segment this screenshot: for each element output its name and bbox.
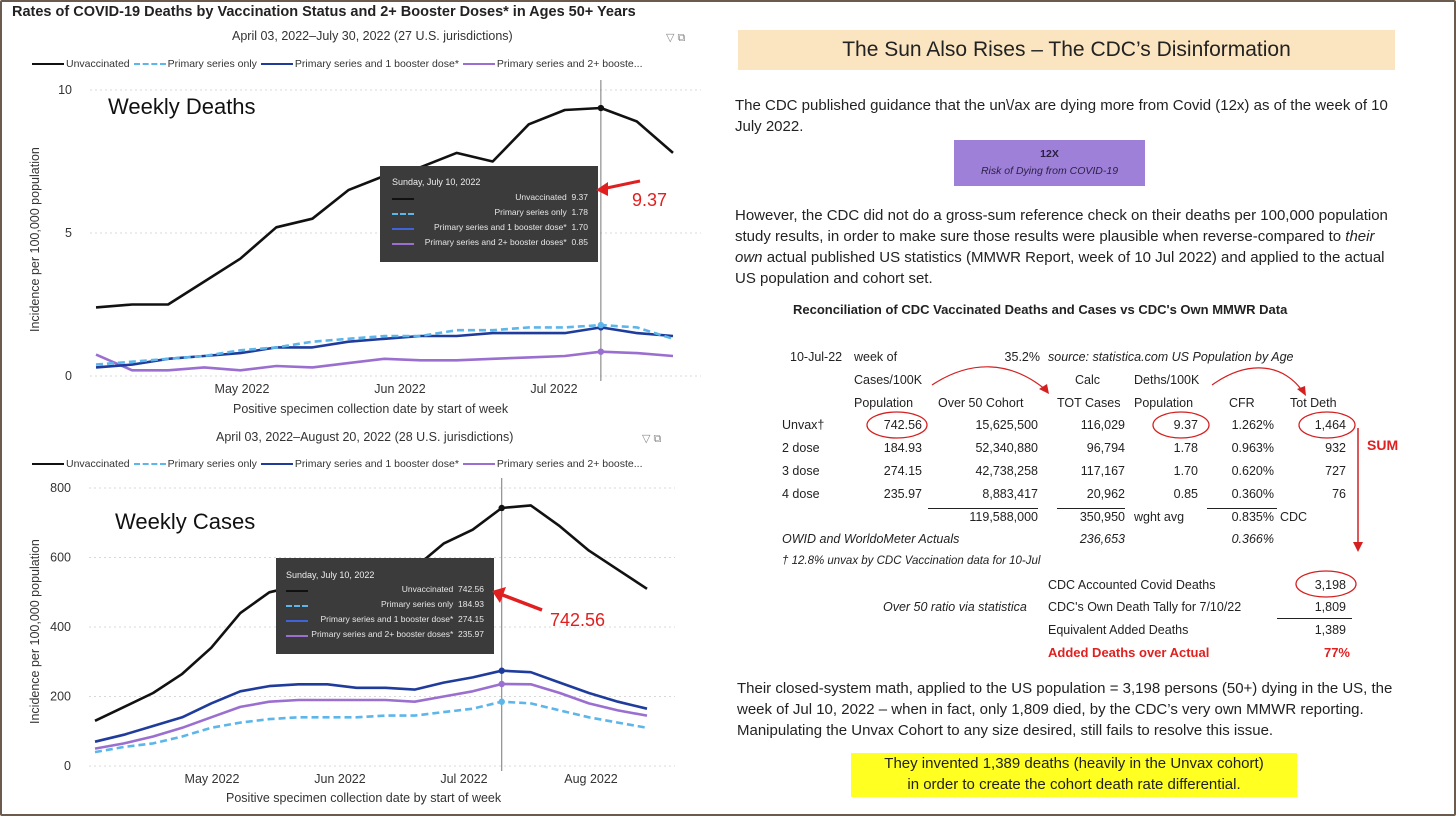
- risk-box: [954, 140, 1145, 186]
- tally-label: CDC's Own Death Tally for 7/10/22: [1048, 600, 1242, 614]
- accounted-value: 3,198: [1314, 578, 1346, 592]
- highlight-line-1: They invented 1,389 deaths (heavily in the Unvax cohort): [884, 755, 1264, 772]
- table-cell-cohort: 15,625,500: [975, 418, 1038, 432]
- y-tick-label: 0: [64, 759, 71, 773]
- header-population: Population: [854, 396, 914, 410]
- added-value: 77%: [1323, 645, 1350, 660]
- legend-swatch: [134, 63, 166, 65]
- tooltip-swatch: [392, 228, 414, 230]
- series-primary-only[interactable]: [95, 702, 647, 752]
- risk-caption: Risk of Dying from COVID-19: [980, 165, 1119, 177]
- tooltip-date: Sunday, July 10, 2022: [392, 177, 481, 187]
- chart2-callout-arrow: [490, 586, 546, 616]
- chart2-tooltip: [276, 558, 494, 654]
- legend-item-booster2[interactable]: Primary series and 2+ booste...: [463, 58, 643, 70]
- sum-rule: [1057, 508, 1125, 509]
- series-1-booster[interactable]: [96, 327, 673, 367]
- chart2-filter-icon[interactable]: ▽ ⧉: [642, 433, 662, 445]
- table-cell-label: 3 dose: [782, 464, 820, 478]
- tooltip-row: Unvaccinated 9.37: [515, 192, 588, 202]
- legend-swatch: [261, 463, 293, 465]
- table-cell-tot-cases: 117,167: [1080, 464, 1125, 478]
- table-cell-tot-cases: 116,029: [1080, 418, 1125, 432]
- x-tick-label: Jun 2022: [374, 382, 426, 396]
- tooltip-swatch: [392, 243, 414, 245]
- highlight-point: [598, 322, 604, 328]
- chart1-y-axis-label: Incidence per 100,000 population: [28, 147, 42, 332]
- legend-item-unvax[interactable]: Unvaccinated: [32, 58, 130, 70]
- risk-value: 12X: [1040, 148, 1059, 160]
- owid-cfr: 0.366%: [1231, 532, 1274, 546]
- table-date: 10-Jul-22: [790, 350, 843, 364]
- tooltip-swatch: [286, 635, 308, 637]
- tooltip-swatch: [286, 620, 308, 622]
- header-cases: Cases/100K: [854, 373, 923, 387]
- series-2-booster[interactable]: [96, 352, 673, 371]
- legend-swatch: [463, 63, 495, 65]
- chart1-callout-value: 9.37: [632, 190, 668, 210]
- y-tick-label: 0: [65, 369, 72, 383]
- y-tick-label: 5: [65, 226, 72, 240]
- x-tick-label: Jul 2022: [530, 382, 578, 396]
- table-cell-tot-deaths: 932: [1325, 441, 1346, 455]
- legend-item-booster1[interactable]: Primary series and 1 booster dose*: [261, 458, 459, 470]
- tooltip-date: Sunday, July 10, 2022: [286, 570, 375, 580]
- tooltip-row: Primary series and 2+ booster doses* 0.85: [424, 237, 588, 247]
- chart2-subtitle: April 03, 2022–August 20, 2022 (28 U.S. jurisdictions): [216, 430, 514, 444]
- y-tick-label: 400: [50, 620, 71, 634]
- table-cell-deaths: 0.85: [1173, 487, 1198, 501]
- x-tick-label: Jul 2022: [440, 772, 488, 786]
- x-tick-label: May 2022: [184, 772, 240, 786]
- total-cases: 350,950: [1079, 510, 1125, 524]
- table-cell-cfr: 0.360%: [1231, 487, 1274, 501]
- chart1-tooltip: [380, 166, 598, 262]
- chart1-overlay-label: Weekly Deaths: [108, 94, 256, 119]
- equiv-value: 1,389: [1314, 623, 1346, 637]
- wght-avg-cfr: 0.835%: [1231, 510, 1274, 524]
- tooltip-row: Primary series and 2+ booster doses* 235.97: [311, 629, 484, 639]
- chart1-legend: [32, 58, 647, 70]
- table-cell-label: 4 dose: [782, 487, 820, 501]
- right-panel-title: The Sun Also Rises – The CDC’s Disinformation: [738, 30, 1395, 70]
- table-cell-deaths: 1.78: [1173, 441, 1198, 455]
- legend-item-unvax[interactable]: Unvaccinated: [32, 458, 130, 470]
- legend-item-booster2[interactable]: Primary series and 2+ booste...: [463, 458, 643, 470]
- intro-paragraph: The CDC published guidance that the un\/ax are dying more from Covid (12x) as of the week of 10 July 2022.: [735, 97, 1388, 135]
- legend-swatch: [32, 463, 64, 465]
- deaths-chart-plot: [0, 78, 720, 418]
- header-calc: Calc: [1075, 373, 1101, 387]
- chart2-x-axis-label: Positive specimen collection date by start of week: [226, 791, 502, 805]
- y-tick-label: 200: [50, 689, 71, 704]
- header-totdeth: Tot Deth: [1290, 396, 1337, 410]
- legend-swatch: [32, 63, 64, 65]
- table-cell-cohort: 8,883,417: [982, 487, 1038, 501]
- over50-note: Over 50 ratio via statistica: [883, 600, 1027, 614]
- chart-main-title: Rates of COVID-19 Deaths by Vaccination Status and 2+ Booster Doses* in Ages 50+ Years: [12, 4, 636, 20]
- series-1-booster[interactable]: [95, 671, 647, 742]
- highlight-box: [851, 753, 1297, 797]
- table-cell-deaths: 9.37: [1173, 418, 1198, 432]
- tooltip-row: Unvaccinated 742.56: [401, 584, 484, 594]
- legend-item-primary[interactable]: Primary series only: [134, 58, 257, 70]
- sum-label: SUM: [1367, 437, 1399, 453]
- x-tick-label: Jun 2022: [314, 772, 366, 786]
- difference-rule: [1277, 618, 1352, 619]
- highlight-point: [598, 105, 604, 111]
- legend-swatch: [134, 463, 166, 465]
- header-totcases: TOT Cases: [1057, 396, 1121, 410]
- sum-rule: [928, 508, 1038, 509]
- header-deaths: Deths/100K: [1134, 373, 1200, 387]
- legend-item-primary[interactable]: Primary series only: [134, 458, 257, 470]
- y-tick-label: 10: [58, 83, 72, 97]
- table-source: source: statistica.com US Population by Age: [1048, 350, 1294, 364]
- highlight-point: [499, 699, 505, 705]
- reconciliation-title: Reconciliation of CDC Vaccinated Deaths and Cases vs CDC's Own MMWR Data: [793, 302, 1288, 317]
- wght-avg-label: wght avg: [1134, 510, 1185, 524]
- table-cell-cases: 184.93: [883, 441, 922, 455]
- table-cell-tot-deaths: 1,464: [1314, 418, 1346, 432]
- table-cell-cfr: 0.620%: [1231, 464, 1274, 478]
- chart1-filter-icon[interactable]: ▽ ⧉: [666, 32, 686, 44]
- cdc-label: CDC: [1280, 510, 1308, 524]
- tooltip-swatch: [286, 590, 308, 592]
- highlight-point: [598, 348, 604, 354]
- chart2-y-axis-label: Incidence per 100,000 population: [28, 539, 42, 724]
- table-week-of: week of: [854, 350, 898, 364]
- tooltip-swatch: [286, 605, 308, 607]
- highlight-point: [499, 505, 505, 511]
- header-population2: Population: [1134, 396, 1194, 410]
- total-cohort: 119,588,000: [969, 510, 1038, 524]
- equiv-label: Equivalent Added Deaths: [1048, 623, 1189, 637]
- table-cell-cases: 742.56: [883, 418, 922, 432]
- accounted-label: CDC Accounted Covid Deaths: [1048, 578, 1216, 592]
- legend-swatch: [463, 463, 495, 465]
- table-cell-label: 2 dose: [782, 441, 820, 455]
- sum-rule: [1207, 508, 1277, 509]
- tooltip-row: Primary series only 184.93: [380, 599, 484, 609]
- tooltip-row: Primary series only 1.78: [494, 207, 588, 217]
- table-pct: 35.2%: [1004, 350, 1040, 364]
- chart2-callout-value: 742.56: [550, 610, 606, 630]
- highlight-line-2: in order to create the cohort death rate differential.: [907, 776, 1241, 793]
- x-tick-label: May 2022: [214, 382, 270, 396]
- table-cell-cfr: 0.963%: [1231, 441, 1274, 455]
- y-tick-label: 800: [50, 481, 71, 495]
- tooltip-swatch: [392, 198, 414, 200]
- added-label: Added Deaths over Actual: [1048, 645, 1210, 660]
- owid-label: OWID and WorldoMeter Actuals: [782, 532, 960, 546]
- table-cell-tot-cases: 20,962: [1086, 487, 1125, 501]
- footnote: † 12.8% unvax by CDC Vaccination data for 10-Jul: [782, 555, 1041, 567]
- tally-value: 1,809: [1314, 600, 1346, 614]
- table-cell-label: Unvax†: [782, 418, 825, 432]
- table-cell-cfr: 1.262%: [1231, 418, 1274, 432]
- tooltip-row: Primary series and 1 booster dose* 274.15: [320, 614, 484, 624]
- table-cell-cohort: 42,738,258: [975, 464, 1038, 478]
- chart2-overlay-label: Weekly Cases: [115, 509, 256, 534]
- chart1-subtitle: April 03, 2022–July 30, 2022 (27 U.S. jurisdictions): [232, 29, 513, 43]
- legend-swatch: [261, 63, 293, 65]
- tooltip-swatch: [392, 213, 414, 215]
- table-cell-tot-deaths: 76: [1332, 487, 1346, 501]
- legend-item-booster1[interactable]: Primary series and 1 booster dose*: [261, 58, 459, 70]
- chart1-x-axis-label: Positive specimen collection date by start of week: [233, 402, 509, 416]
- y-tick-label: 600: [50, 550, 71, 565]
- owid-cases: 236,653: [1079, 532, 1125, 546]
- highlight-point: [499, 668, 505, 674]
- chart2-legend: [32, 458, 647, 470]
- analysis-paragraph: However, the CDC did not do a gross-sum reference check on their deaths per 100,000 population study results, in order to make sure those results were plausible when reverse-compared to their own actual published US statistics (MMWR Report, week of 10 Jul 2022) and applied to the actual US population and cohort set.: [735, 207, 1388, 287]
- table-cell-cases: 274.15: [883, 464, 922, 478]
- table-cell-deaths: 1.70: [1173, 464, 1198, 478]
- conclusion-paragraph: Their closed-system math, applied to the US population = 3,198 persons (50+) dying in the US, the week of Jul 10, 2022 – when in fact, only 1,809 died, by the CDC’s very own MMWR reporting. Manipulating the Unvax Cohort to any size desired, still fails to resolve this issue.: [737, 680, 1393, 739]
- table-cell-cases: 235.97: [883, 487, 922, 501]
- header-over50: Over 50 Cohort: [938, 396, 1024, 410]
- tooltip-row: Primary series and 1 booster dose* 1.70: [433, 222, 588, 232]
- x-tick-label: Aug 2022: [564, 772, 618, 786]
- header-cfr: CFR: [1229, 396, 1255, 410]
- table-cell-tot-deaths: 727: [1325, 464, 1346, 478]
- table-cell-cohort: 52,340,880: [975, 441, 1038, 455]
- table-cell-tot-cases: 96,794: [1086, 441, 1125, 455]
- highlight-point: [499, 681, 505, 687]
